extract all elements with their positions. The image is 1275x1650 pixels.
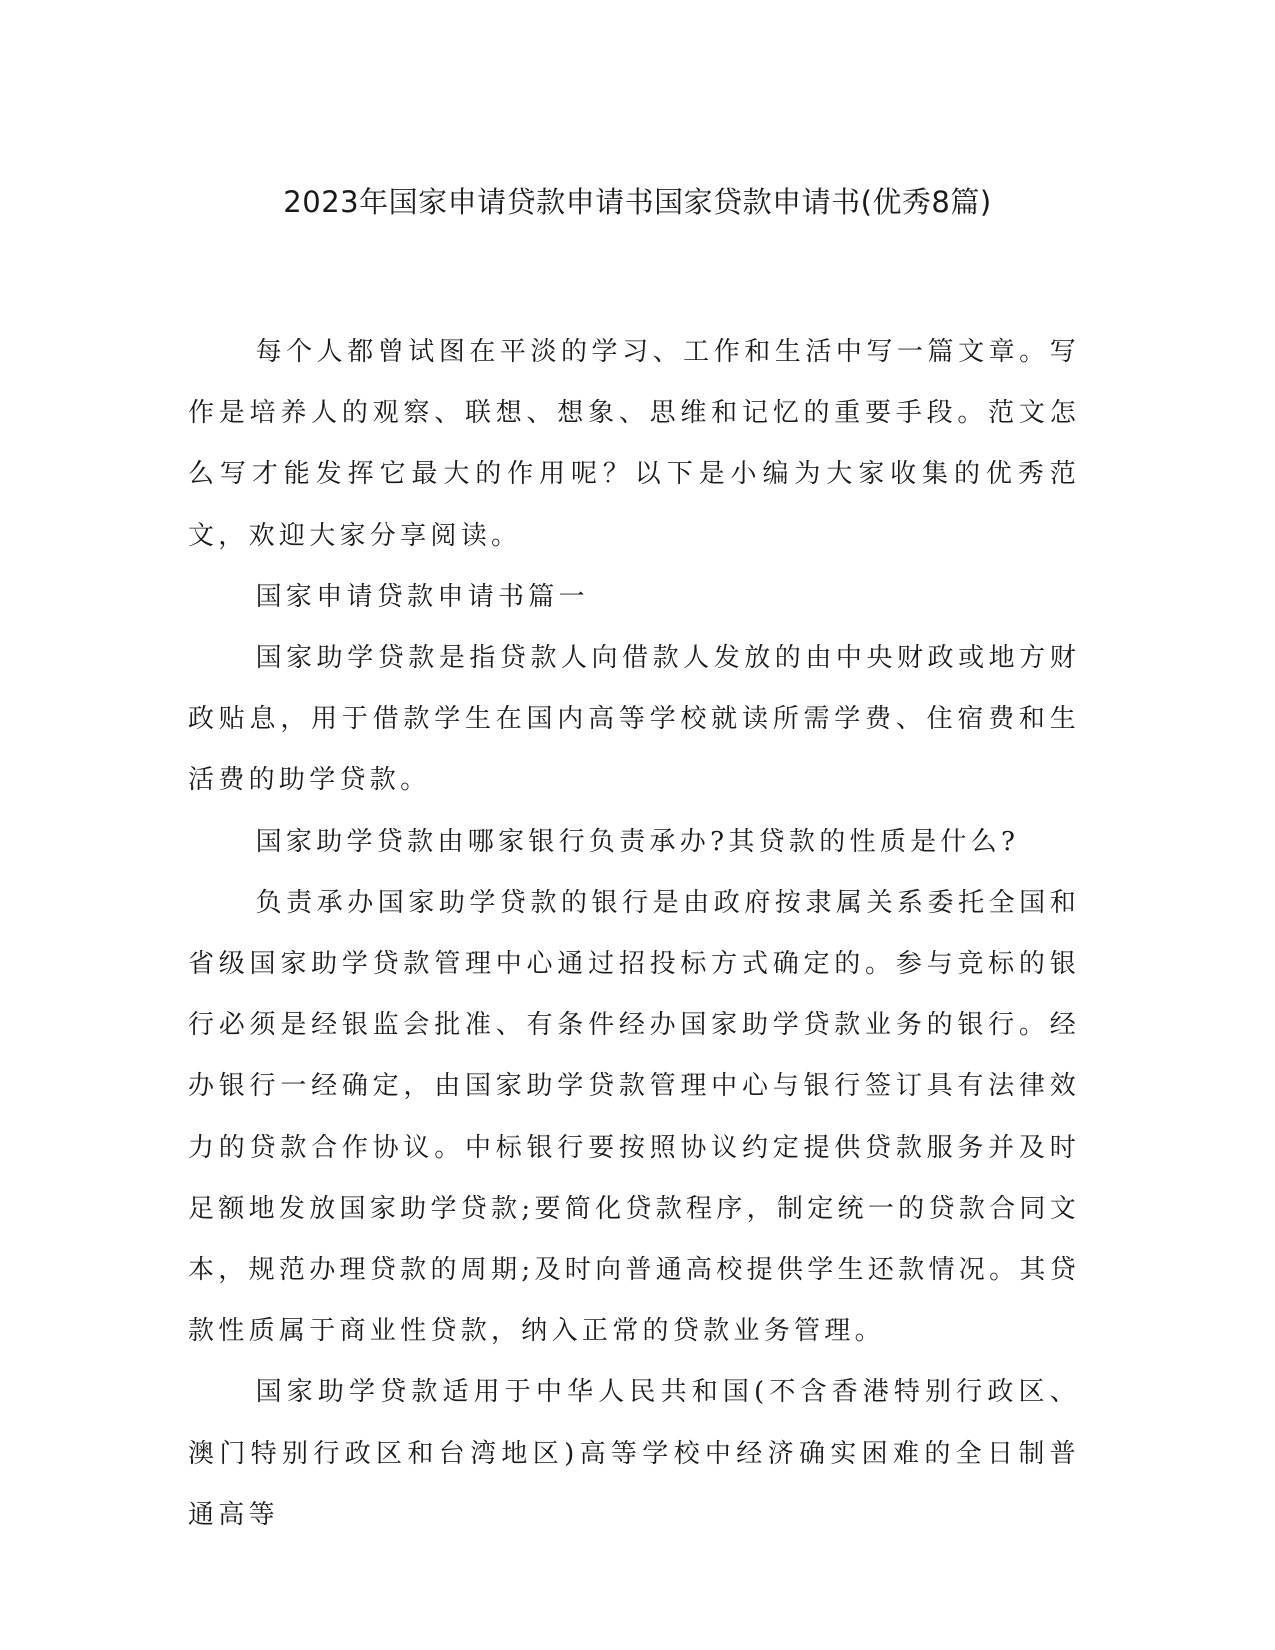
section-heading: 国家申请贷款申请书篇一 (255, 581, 589, 612)
body-paragraph: 国家助学贷款是指贷款人向借款人发放的由中央财政或地方财政贴息，用于借款学生在国内高等学校就读所需学费、住宿费和生活费的助学贷款。 (188, 643, 1080, 796)
body-paragraph: 负责承办国家助学贷款的银行是由政府按隶属关系委托全国和省级国家助学贷款管理中心通过招投标方式确定的。参与竞标的银行必须是经银监会批准、有条件经办国家助学贷款业务的银行。经办银行一经确定，由国家助学贷款管理中心与银行签订具有法律效力的贷款合作协议。中标银行要按照协议约定提供贷款服务并及时足额地发放国家助学贷款;要简化贷款程序，制定统一的贷款合同文本，规范办理贷款的周期;及时向普通高校提供学生还款情况。其贷款性质属于商业性贷款，纳入正常的贷款业务管理。 (188, 887, 1080, 1347)
document-title: 2023年国家申请贷款申请书国家贷款申请书(优秀8篇) (283, 185, 992, 219)
body-paragraph: 国家助学贷款适用于中华人民共和国(不含香港特别行政区、澳门特别行政区和台湾地区)高等学校中经济确实困难的全日制普通高等 (188, 1377, 1080, 1530)
document-body (188, 322, 1080, 1546)
question-paragraph: 国家助学贷款由哪家银行负责承办?其贷款的性质是什么? (255, 826, 1020, 857)
intro-paragraph: 每个人都曾试图在平淡的学习、工作和生活中写一篇文章。写作是培养人的观察、联想、想象、思维和记忆的重要手段。范文怎么写才能发挥它最大的作用呢？以下是小编为大家收集的优秀范文，欢迎大家分享阅读。 (188, 337, 1080, 551)
